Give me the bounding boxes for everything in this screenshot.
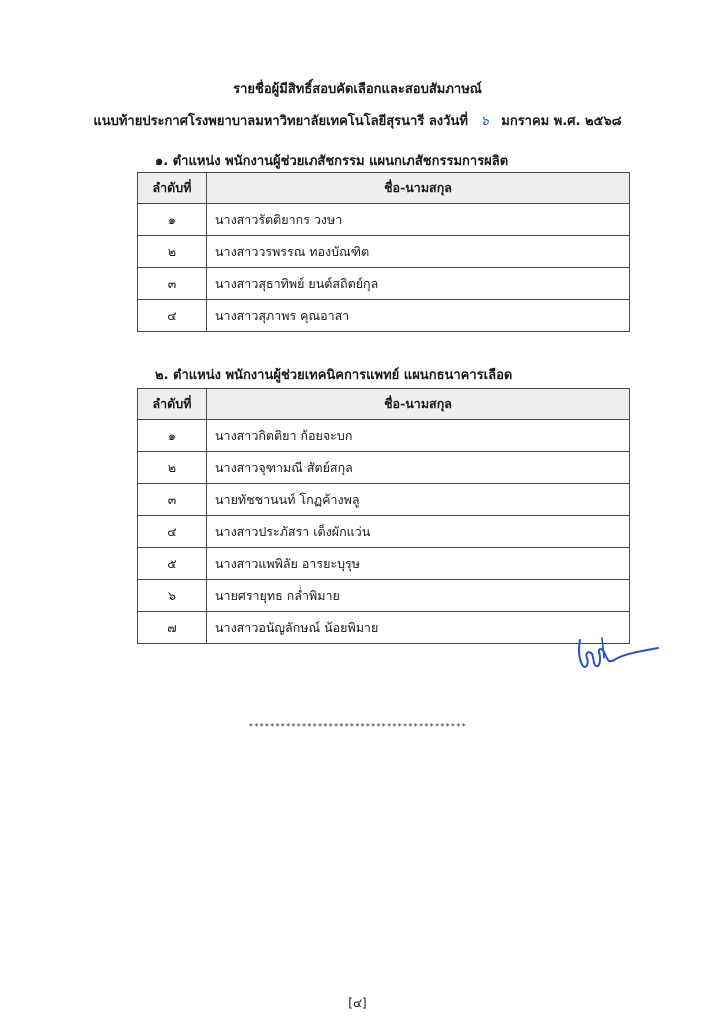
row-name: นายศรายุทธ กล่ำพิมาย [207, 580, 630, 612]
section-1-table [137, 172, 630, 332]
document-title: รายชื่อผู้มีสิทธิ์สอบคัดเลือกและสอบสัมภาษณ์ [233, 82, 482, 97]
table-row [138, 204, 630, 236]
row-number: ๗ [138, 612, 207, 644]
page-number: [๔] [348, 996, 367, 1010]
column-header-number: ลำดับที่ [138, 173, 207, 204]
row-number: ๕ [138, 548, 207, 580]
end-of-list-marker: ***************************************** [248, 722, 467, 731]
row-name: นางสาวสุธาทิพย์ ยนต์สถิตย์กุล [207, 268, 630, 300]
row-name: นางสาวกิตติยา ก้อยจะบก [207, 420, 630, 452]
column-header-name: ชื่อ-นามสกุล [207, 173, 630, 204]
table-row [138, 268, 630, 300]
row-name: นางสาวจุฑามณี สัตย์สกุล [207, 452, 630, 484]
column-header-number: ลำดับที่ [138, 389, 207, 420]
row-name: นางสาววรพรรณ ทองบัณฑิต [207, 236, 630, 268]
table-header-row [138, 173, 630, 204]
column-header-name: ชื่อ-นามสกุล [207, 389, 630, 420]
row-number: ๔ [138, 516, 207, 548]
table-row [138, 452, 630, 484]
row-number: ๒ [138, 236, 207, 268]
row-number: ๔ [138, 300, 207, 332]
section-1-heading: ๑. ตำแหน่ง พนักงานผู้ช่วยเภสัชกรรม แผนกเภสัชกรรมการผลิต [155, 154, 509, 169]
row-name: นางสาวอนัญลักษณ์ น้อยพิมาย [207, 612, 630, 644]
table-row [138, 612, 630, 644]
document-subtitle [0, 110, 715, 131]
section-2-heading: ๒. ตำแหน่ง พนักงานผู้ช่วยเทคนิคการแพทย์ แผนกธนาคารเลือด [155, 368, 513, 383]
row-name: นางสาวประภัสรา เต็งผักแว่น [207, 516, 630, 548]
table-row [138, 236, 630, 268]
subtitle-suffix: มกราคม พ.ศ. ๒๕๖๘ [501, 114, 622, 129]
row-number: ๓ [138, 484, 207, 516]
row-number: ๑ [138, 420, 207, 452]
table-header-row [138, 389, 630, 420]
handwritten-day: ๖ [480, 114, 489, 129]
table-row [138, 420, 630, 452]
subtitle-prefix: แนบท้ายประกาศโรงพยาบาลมหาวิทยาลัยเทคโนโลยีสุรนารี ลงวันที่ [93, 114, 468, 129]
table-row [138, 580, 630, 612]
row-name: นายทัชชานนท์ โกฏค้างพลู [207, 484, 630, 516]
signature-mark [574, 628, 664, 674]
table-row [138, 484, 630, 516]
section-2-table [137, 388, 630, 644]
table-row [138, 548, 630, 580]
row-number: ๑ [138, 204, 207, 236]
row-name: นางสาวแพพิลัย อารยะบุรุษ [207, 548, 630, 580]
table-row [138, 516, 630, 548]
row-name: นางสาวสุภาพร คุณอาสา [207, 300, 630, 332]
row-number: ๖ [138, 580, 207, 612]
row-number: ๒ [138, 452, 207, 484]
row-name: นางสาวรัตติยากร วงษา [207, 204, 630, 236]
table-row [138, 300, 630, 332]
row-number: ๓ [138, 268, 207, 300]
